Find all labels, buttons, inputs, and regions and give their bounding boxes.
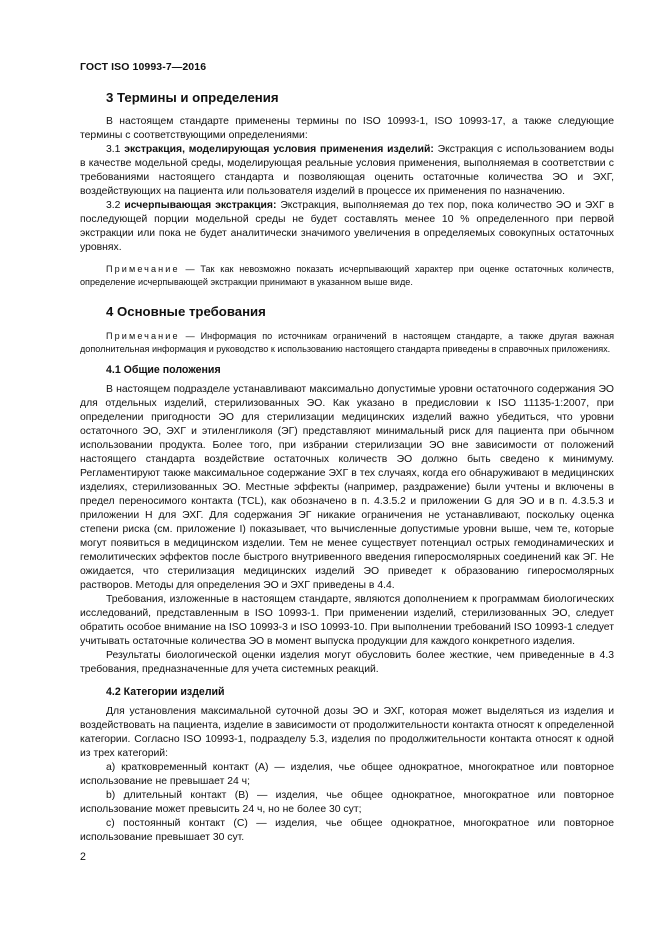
paragraph: Результаты биологической оценки изделия могут обусловить более жесткие, чем приведенные в 4.3 требования, предназначенные для учета системных реакций.	[80, 650, 614, 675]
note-label: Примечание	[106, 331, 180, 341]
section-3-title: 3 Термины и определения	[106, 90, 279, 105]
term-3-1-number: 3.1	[106, 144, 121, 155]
section-3-intro: В настоящем стандарте применены термины по ISO 10993-1, ISO 10993-17, а также следующие термины с соответствующими определениями:	[80, 116, 614, 141]
term-3-1	[80, 143, 614, 199]
paragraph: В настоящем подразделе устанавливают максимально допустимые уровни остаточного содержания ЭО для отдельных изделий, стерилизованных ЭО. Как указано в предисловии к ISO 11135-1:2007, при определении пригодности ЭО для стерилизации медицинских изделий важно убедиться, что уровни остаточного ЭО, ЭХГ и этиленгликоля (ЭГ) представляют минимальный риск для пациента при обычном использовании продукта. Более того, при избрании стерилизации ЭО вне зависимости от положений настоящего стандарта воздействие остаточных количеств ЭО должно быть сведено к минимуму. Регламентируют также максимальное содержание ЭХГ в тех случаях, когда его обнаруживают в медицинских изделиях, стерилизованных ЭО. Местные эффекты (например, раздражение) были учтены и включены в предел переносимого контакта (TCL), как обозначено в п. 4.3.5.2 и приложении G для ЭО и в п. 4.3.5.3 и приложении H для ЭХГ. Для содержания ЭГ никакие ограничения не устанавливают, поскольку оценка степени риска (см. приложение I) показывает, что вычисленные допустимые уровни выше, чем те, которые могут появиться в медицинском изделии. Тем не менее существует потенциал острых гемодинамических и гемолитических эффектов после быстрого внутривенного введения гиперосмолярных соединений как ЭГ. Не ожидается, что стерилизация медицинских изделий ЭО приведет к образованию гиперосмолярных растворов. Методы для определения ЭО и ЭХГ приведены в 4.4.	[80, 384, 614, 591]
section-3-note	[80, 263, 614, 288]
page-number: 2	[80, 851, 86, 863]
term-3-2-number: 3.2	[106, 200, 121, 211]
term-3-1-term: экстракция, моделирующая условия применения изделий:	[124, 144, 434, 155]
paragraph: Для установления максимальной суточной дозы ЭО и ЭХГ, которая может выделяться из изделия и воздействовать на пациента, изделие в зависимости от продолжительности контакта относят к определенной категории. Согласно ISO 10993-1, подразделу 5.3, изделия по продолжительности контакта относят к одной из трех категорий:	[80, 706, 614, 759]
term-3-1-definition: Экстракция с использованием воды в качестве модельной среды, моделирующая реальные условия применения, выполняемая в соответствии с требованиями настоящего стандарта и позволяющая оценить остаточные количества ЭО и ЭХГ, воздействующих на пациента или пользователя изделий в процессе их применения по назначению.	[80, 144, 614, 197]
page-content	[80, 90, 614, 845]
note-text: — Так как невозможно показать исчерпывающий характер при оценке остаточных количеств, определение исчерпывающей экстракции принимают в указанном выше виде.	[80, 264, 614, 287]
note-label: Примечание	[106, 264, 180, 274]
note-text: — Информация по источникам ограничений в настоящем стандарте, а также другая важная дополнительная информация и руководство к использованию настоящего стандарта приведены в справочных приложениях.	[80, 331, 614, 354]
section-4-title: 4 Основные требования	[106, 304, 266, 319]
subsection-4-1-title: 4.1 Общие положения	[106, 364, 221, 376]
section-4-note	[80, 330, 614, 355]
document-header: ГОСТ ISO 10993-7—2016	[80, 61, 207, 73]
list-item-a: a) кратковременный контакт (A) — изделия, чье общее однократное, многократное или повторное использование не превышает 24 ч;	[80, 762, 614, 787]
term-3-2-definition: Экстракция, выполняемая до тех пор, пока количество ЭО и ЭХГ в последующей порции модельной среды не будет составлять менее 10 % определенного при первой экстракции или пока не будет аналитически значимого увеличения в определяемых совокупных остаточных уровнях.	[80, 200, 615, 253]
list-item-b: b) длительный контакт (B) — изделия, чье общее однократное, многократное или повторное использование может превысить 24 ч, но не более 30 сут;	[80, 790, 614, 815]
term-3-2-term: исчерпывающая экстракция:	[124, 200, 277, 211]
paragraph: Требования, изложенные в настоящем стандарте, являются дополнением к программам биологических исследований, представленным в ISO 10993-1. При применении изделий, стерилизованных ЭО, следует обратить особое внимание на ISO 10993-3 и ISO 10993-10. При выполнении требований ISO 10993-1 следует учитывать остаточные количества ЭО в момент выпуска продукции для каждого конкретного изделия.	[80, 594, 614, 647]
subsection-4-2-title: 4.2 Категории изделий	[106, 686, 225, 698]
list-item-c: c) постоянный контакт (C) — изделия, чье общее однократное, многократное или повторное использование превышает 30 сут.	[80, 818, 614, 843]
term-3-2	[80, 199, 614, 255]
